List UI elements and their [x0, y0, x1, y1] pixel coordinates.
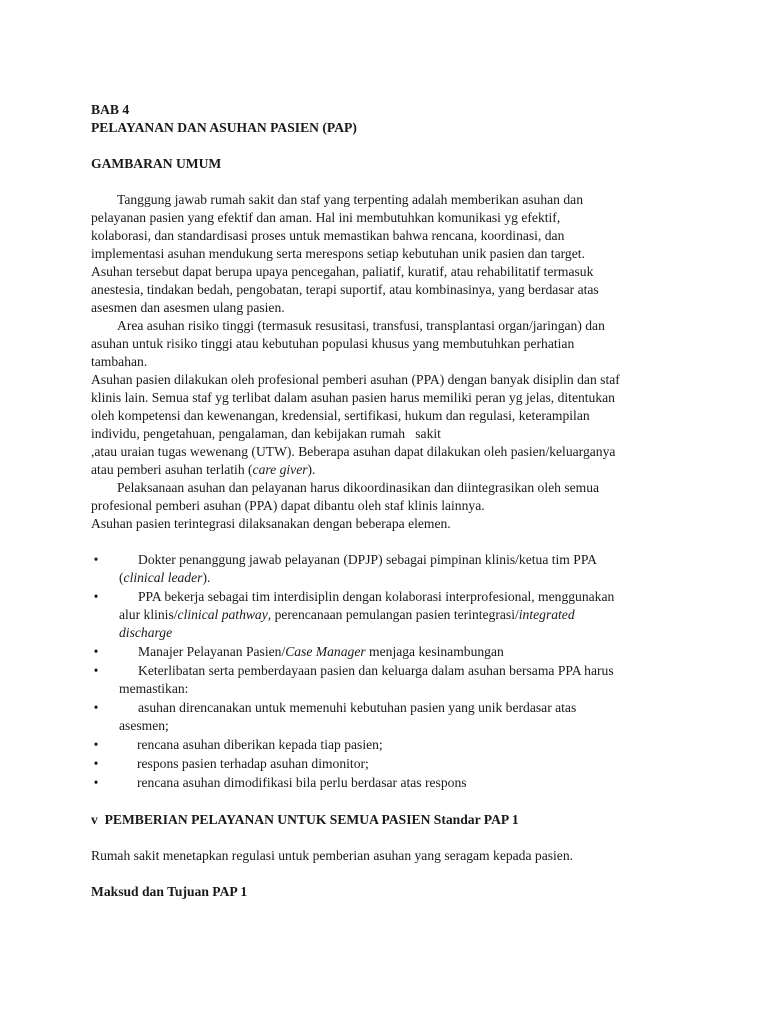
bullet-icon: • — [93, 589, 99, 604]
text-line: Area asuhan risiko tinggi (termasuk resusitasi, transfusi, transplantasi organ/jaringan) dan — [117, 318, 605, 333]
text-line: implementasi asuhan mendukung serta merespons setiap kebutuhan unik pasien dan target. — [91, 246, 585, 261]
list-item: • respons pasien terhadap asuhan dimonitor; — [91, 755, 691, 773]
text-line: klinis lain. Semua staf yg terlibat dalam asuhan pasien harus memiliki peran yg jelas, ditentukan — [91, 390, 615, 405]
text-line: ,atau uraian tugas wewenang (UTW). Beberapa asuhan dapat dilakukan oleh pasien/keluarganya — [91, 444, 616, 459]
text-line: tambahan. — [91, 354, 148, 369]
chapter-title: PELAYANAN DAN ASUHAN PASIEN (PAP) — [91, 120, 357, 135]
bullet-icon: • — [93, 644, 99, 659]
purpose-heading: Maksud dan Tujuan PAP 1 — [91, 884, 248, 899]
list-item: • Keterlibatan serta pemberdayaan pasien dan keluarga dalam asuhan bersama PPA harus memastikan: — [91, 662, 691, 698]
paragraph-responsibility — [91, 191, 691, 317]
list-item: • Manajer Pelayanan Pasien/Case Manager menjaga kesinambungan — [91, 643, 691, 661]
text-line: profesional pemberi asuhan (PPA) dapat dibantu oleh staf klinis lainnya. — [91, 498, 485, 513]
text-line: pelayanan pasien yang efektif dan aman. Hal ini membutuhkan komunikasi yg efektif, — [91, 210, 561, 225]
standard-text: Rumah sakit menetapkan regulasi untuk pemberian asuhan yang seragam kepada pasien. — [91, 848, 574, 863]
bullet-icon: • — [93, 756, 99, 771]
paragraph-high-risk — [91, 317, 691, 371]
text-line: Pelaksanaan asuhan dan pelayanan harus dikoordinasikan dan diintegrasikan oleh semua — [117, 480, 600, 495]
element-list — [91, 551, 691, 792]
standard-heading — [91, 811, 691, 829]
list-item: • rencana asuhan diberikan kepada tiap pasien; — [91, 736, 691, 754]
bullet-icon: • — [93, 737, 99, 752]
text-line: atau pemberi asuhan terlatih (care giver). — [91, 462, 316, 477]
text-line: Asuhan tersebut dapat berupa upaya pencegahan, paliatif, kuratif, atau rehabilitatif termasuk — [91, 264, 594, 279]
list-item: • PPA bekerja sebagai tim interdisiplin dengan kolaborasi interprofesional, menggunakan alur klinis/clinical pathway, perencanaan pemulangan pasien terintegrasi/integrated discharge — [91, 588, 691, 642]
bullet-icon: • — [93, 775, 99, 790]
text-line: asuhan untuk risiko tinggi atau kebutuhan populasi khusus yang membutuhkan perhatian — [91, 336, 575, 351]
bullet-icon: • — [93, 700, 99, 715]
text-line: Asuhan pasien dilakukan oleh profesional pemberi asuhan (PPA) dengan banyak disiplin dan staf — [91, 372, 620, 387]
paragraph-coordination — [91, 479, 691, 515]
checkmark-icon: v — [91, 812, 98, 827]
standard-heading-text: PEMBERIAN PELAYANAN UNTUK SEMUA PASIEN Standar PAP 1 — [104, 812, 519, 827]
list-item: • rencana asuhan dimodifikasi bila perlu berdasar atas respons — [91, 774, 691, 792]
list-item: • Dokter penanggung jawab pelayanan (DPJP) sebagai pimpinan klinis/ketua tim PPA (clinical leader). — [91, 551, 691, 587]
section-title: GAMBARAN UMUM — [91, 156, 222, 171]
text-line: individu, pengetahuan, pengalaman, dan kebijakan rumah sakit — [91, 426, 441, 441]
paragraph-integrated — [91, 515, 691, 533]
bullet-icon: • — [93, 552, 99, 567]
text-line: Asuhan pasien terintegrasi dilaksanakan dengan beberapa elemen. — [91, 516, 451, 531]
text-line: asesmen dan asesmen ulang pasien. — [91, 300, 285, 315]
chapter-number: BAB 4 — [91, 102, 130, 117]
text-line: oleh kompetensi dan kewenangan, kredensial, sertifikasi, hukum dan regulasi, keterampilan — [91, 408, 590, 423]
text-line: Tanggung jawab rumah sakit dan staf yang terpenting adalah memberikan asuhan dan — [117, 192, 583, 207]
bullet-icon: • — [93, 663, 99, 678]
text-line: kolaborasi, dan standardisasi proses untuk memastikan bahwa rencana, koordinasi, dan — [91, 228, 565, 243]
text-line: anestesia, tindakan bedah, pengobatan, terapi suportif, atau kombinasinya, yang berdasar atas — [91, 282, 599, 297]
list-item: • asuhan direncanakan untuk memenuhi kebutuhan pasien yang unik berdasar atas asesmen; — [91, 699, 691, 735]
paragraph-ppa — [91, 371, 691, 479]
document-page — [91, 101, 691, 901]
